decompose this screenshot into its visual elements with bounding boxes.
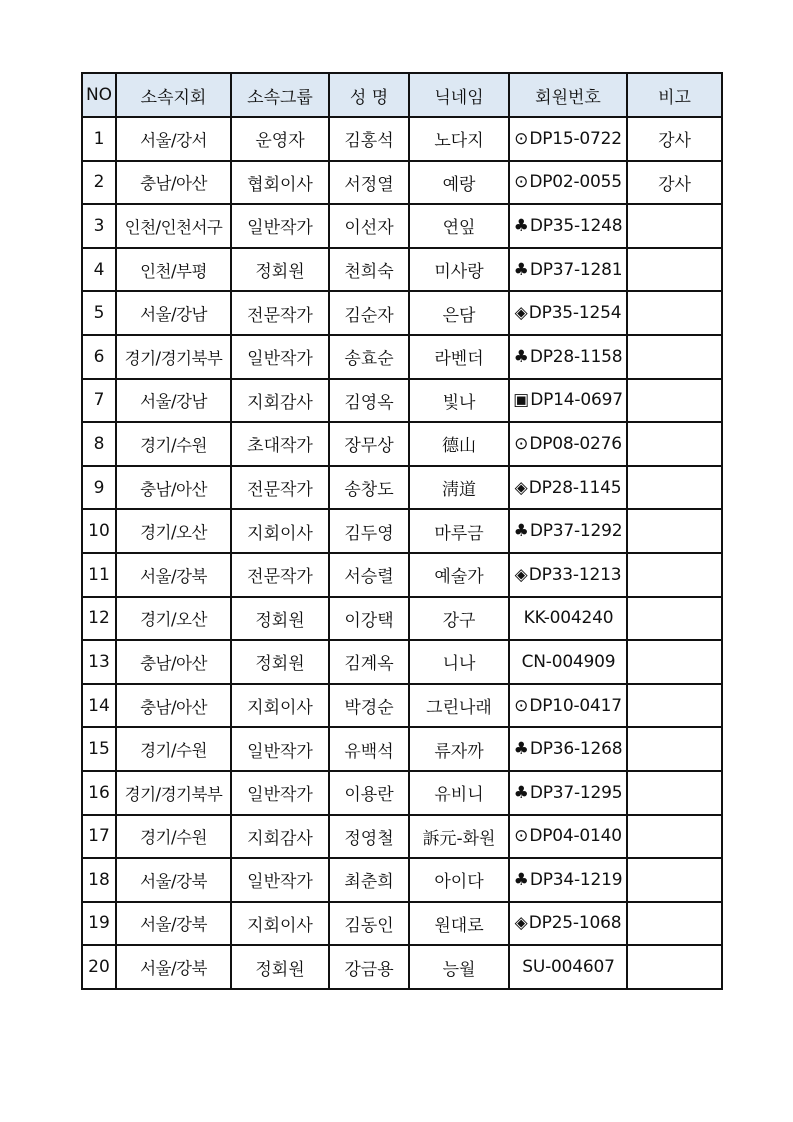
cell-name: 최춘희 [329, 858, 409, 902]
cell-nickname: 예랑 [409, 161, 509, 205]
cell-note: 강사 [627, 117, 722, 161]
header-note: 비고 [627, 73, 722, 117]
cell-note [627, 771, 722, 815]
cell-group: 전문작가 [231, 291, 329, 335]
member-symbol-icon: ⊙ [514, 695, 529, 716]
cell-group: 지회이사 [231, 902, 329, 946]
cell-nickname: 원대로 [409, 902, 509, 946]
cell-note [627, 815, 722, 859]
cell-branch: 경기/경기북부 [116, 335, 231, 379]
cell-no: 6 [82, 335, 116, 379]
cell-no: 9 [82, 466, 116, 510]
cell-nickname: 은담 [409, 291, 509, 335]
member-symbol-icon: ◈ [514, 303, 528, 324]
cell-note [627, 597, 722, 641]
member-symbol-icon: ◈ [514, 913, 528, 934]
member-symbol-icon: ♣ [513, 259, 529, 280]
member-id-text: DP28-1145 [528, 477, 622, 498]
cell-branch: 충남/아산 [116, 466, 231, 510]
cell-name: 송효순 [329, 335, 409, 379]
table-row [82, 902, 722, 946]
cell-no: 5 [82, 291, 116, 335]
cell-branch: 서울/강남 [116, 379, 231, 423]
cell-note [627, 204, 722, 248]
cell-name: 유백석 [329, 727, 409, 771]
member-id-text: DP36-1268 [529, 739, 623, 760]
cell-member-id [509, 422, 627, 466]
cell-note: 강사 [627, 161, 722, 205]
cell-branch: 경기/수원 [116, 727, 231, 771]
member-symbol-icon: ⊙ [514, 433, 529, 454]
cell-nickname: 빛나 [409, 379, 509, 423]
cell-group: 초대작가 [231, 422, 329, 466]
cell-no: 18 [82, 858, 116, 902]
cell-group: 정회원 [231, 597, 329, 641]
cell-name: 송창도 [329, 466, 409, 510]
table-row [82, 509, 722, 553]
cell-name: 이용란 [329, 771, 409, 815]
cell-group: 지회이사 [231, 509, 329, 553]
cell-no: 14 [82, 684, 116, 728]
cell-branch: 서울/강북 [116, 553, 231, 597]
member-id-text: DP35-1254 [528, 303, 622, 324]
cell-note [627, 379, 722, 423]
cell-group: 정회원 [231, 640, 329, 684]
cell-nickname: 淸道 [409, 466, 509, 510]
cell-group: 일반작가 [231, 858, 329, 902]
member-symbol-icon: ◈ [514, 564, 528, 585]
cell-branch: 서울/강북 [116, 902, 231, 946]
cell-branch: 충남/아산 [116, 161, 231, 205]
table-row [82, 204, 722, 248]
header-no: NO [82, 73, 116, 117]
cell-nickname: 訴元-화원 [409, 815, 509, 859]
cell-note [627, 248, 722, 292]
table-row [82, 422, 722, 466]
cell-branch: 경기/경기북부 [116, 771, 231, 815]
cell-member-id [509, 902, 627, 946]
table-row [82, 597, 722, 641]
member-id-text: DP25-1068 [528, 913, 622, 934]
cell-no: 8 [82, 422, 116, 466]
cell-branch: 경기/오산 [116, 509, 231, 553]
member-id-text: DP15-0722 [529, 128, 622, 149]
cell-member-id [509, 248, 627, 292]
cell-group: 일반작가 [231, 204, 329, 248]
member-id-text: DP37-1295 [529, 782, 623, 803]
cell-name: 서정열 [329, 161, 409, 205]
member-id-text: DP35-1248 [529, 215, 623, 236]
header-group: 소속그룹 [231, 73, 329, 117]
cell-member-id [509, 291, 627, 335]
member-symbol-icon: ◈ [514, 477, 528, 498]
member-symbol-icon: ♣ [513, 215, 529, 236]
cell-note [627, 335, 722, 379]
cell-name: 천희숙 [329, 248, 409, 292]
cell-no: 20 [82, 945, 116, 989]
member-id-text: DP10-0417 [529, 695, 622, 716]
member-id-text: DP14-0697 [530, 390, 623, 411]
cell-name: 서승렬 [329, 553, 409, 597]
cell-member-id [509, 945, 627, 989]
cell-branch: 경기/수원 [116, 422, 231, 466]
table-row [82, 727, 722, 771]
member-table [81, 72, 723, 990]
cell-member-id [509, 640, 627, 684]
cell-branch: 서울/강서 [116, 117, 231, 161]
cell-group: 일반작가 [231, 335, 329, 379]
cell-member-id [509, 727, 627, 771]
cell-branch: 경기/수원 [116, 815, 231, 859]
cell-nickname: 마루금 [409, 509, 509, 553]
cell-nickname: 노다지 [409, 117, 509, 161]
member-id-text: SU-004607 [522, 957, 615, 978]
cell-no: 10 [82, 509, 116, 553]
member-id-text: DP33-1213 [528, 564, 622, 585]
cell-group: 전문작가 [231, 466, 329, 510]
cell-nickname: 연잎 [409, 204, 509, 248]
table-row [82, 858, 722, 902]
member-id-text: DP37-1281 [529, 259, 623, 280]
cell-note [627, 291, 722, 335]
cell-no: 2 [82, 161, 116, 205]
cell-name: 강금용 [329, 945, 409, 989]
cell-member-id [509, 161, 627, 205]
cell-no: 11 [82, 553, 116, 597]
header-branch: 소속지회 [116, 73, 231, 117]
member-id-text: DP37-1292 [529, 521, 623, 542]
header-name: 성 명 [329, 73, 409, 117]
cell-branch: 충남/아산 [116, 640, 231, 684]
member-id-text: DP08-0276 [529, 433, 622, 454]
cell-group: 지회감사 [231, 815, 329, 859]
cell-note [627, 422, 722, 466]
cell-group: 일반작가 [231, 727, 329, 771]
table-row [82, 379, 722, 423]
member-id-text: DP02-0055 [529, 172, 622, 193]
cell-name: 김영옥 [329, 379, 409, 423]
cell-branch: 인천/인천서구 [116, 204, 231, 248]
member-symbol-icon: ▣ [513, 390, 530, 411]
table-row [82, 945, 722, 989]
cell-name: 김계옥 [329, 640, 409, 684]
cell-member-id [509, 553, 627, 597]
member-id-text: DP04-0140 [529, 826, 622, 847]
cell-no: 17 [82, 815, 116, 859]
cell-no: 13 [82, 640, 116, 684]
member-symbol-icon: ⊙ [514, 128, 529, 149]
cell-nickname: 능월 [409, 945, 509, 989]
cell-member-id [509, 117, 627, 161]
cell-name: 김두영 [329, 509, 409, 553]
cell-note [627, 902, 722, 946]
cell-no: 16 [82, 771, 116, 815]
cell-group: 지회감사 [231, 379, 329, 423]
cell-note [627, 466, 722, 510]
cell-name: 정영철 [329, 815, 409, 859]
cell-name: 김순자 [329, 291, 409, 335]
cell-no: 3 [82, 204, 116, 248]
table-row [82, 161, 722, 205]
cell-group: 지회이사 [231, 684, 329, 728]
member-id-text: KK-004240 [523, 608, 614, 629]
cell-group: 협회이사 [231, 161, 329, 205]
cell-group: 일반작가 [231, 771, 329, 815]
cell-nickname: 유비니 [409, 771, 509, 815]
cell-member-id [509, 815, 627, 859]
cell-member-id [509, 597, 627, 641]
table-row [82, 335, 722, 379]
header-member-id: 회원번호 [509, 73, 627, 117]
member-symbol-icon: ⊙ [514, 826, 529, 847]
cell-note [627, 945, 722, 989]
header-nickname: 닉네임 [409, 73, 509, 117]
cell-group: 운영자 [231, 117, 329, 161]
table-row [82, 684, 722, 728]
cell-note [627, 727, 722, 771]
cell-name: 김홍석 [329, 117, 409, 161]
cell-branch: 서울/강북 [116, 945, 231, 989]
member-symbol-icon: ♣ [513, 782, 529, 803]
cell-branch: 서울/강북 [116, 858, 231, 902]
cell-branch: 서울/강남 [116, 291, 231, 335]
cell-note [627, 509, 722, 553]
cell-group: 전문작가 [231, 553, 329, 597]
cell-group: 정회원 [231, 945, 329, 989]
member-symbol-icon: ♣ [513, 869, 529, 890]
table-row [82, 815, 722, 859]
cell-name: 이강택 [329, 597, 409, 641]
cell-member-id [509, 858, 627, 902]
cell-member-id [509, 466, 627, 510]
table-row [82, 771, 722, 815]
cell-nickname: 예술가 [409, 553, 509, 597]
cell-member-id [509, 771, 627, 815]
cell-branch: 충남/아산 [116, 684, 231, 728]
cell-nickname: 니나 [409, 640, 509, 684]
cell-name: 이선자 [329, 204, 409, 248]
cell-no: 1 [82, 117, 116, 161]
table-row [82, 117, 722, 161]
cell-note [627, 858, 722, 902]
cell-no: 7 [82, 379, 116, 423]
cell-nickname: 강구 [409, 597, 509, 641]
table-row [82, 640, 722, 684]
member-id-text: DP28-1158 [529, 346, 623, 367]
cell-member-id [509, 684, 627, 728]
cell-name: 박경순 [329, 684, 409, 728]
member-symbol-icon: ♣ [513, 739, 529, 760]
table-row [82, 248, 722, 292]
member-symbol-icon: ♣ [513, 521, 529, 542]
cell-branch: 경기/오산 [116, 597, 231, 641]
cell-member-id [509, 335, 627, 379]
cell-nickname: 류자까 [409, 727, 509, 771]
cell-branch: 인천/부평 [116, 248, 231, 292]
cell-member-id [509, 379, 627, 423]
cell-nickname: 그린나래 [409, 684, 509, 728]
member-symbol-icon: ⊙ [514, 172, 529, 193]
member-symbol-icon: ♣ [513, 346, 529, 367]
header-row [82, 73, 722, 117]
cell-no: 19 [82, 902, 116, 946]
cell-note [627, 684, 722, 728]
table-row [82, 466, 722, 510]
member-id-text: CN-004909 [521, 651, 616, 672]
table-row [82, 291, 722, 335]
cell-group: 정회원 [231, 248, 329, 292]
cell-nickname: 德山 [409, 422, 509, 466]
table-body [82, 117, 722, 989]
cell-name: 김동인 [329, 902, 409, 946]
cell-no: 4 [82, 248, 116, 292]
member-id-text: DP34-1219 [529, 869, 623, 890]
cell-nickname: 아이다 [409, 858, 509, 902]
cell-no: 15 [82, 727, 116, 771]
cell-nickname: 미사랑 [409, 248, 509, 292]
cell-member-id [509, 204, 627, 248]
cell-note [627, 640, 722, 684]
cell-note [627, 553, 722, 597]
table-row [82, 553, 722, 597]
cell-nickname: 라벤더 [409, 335, 509, 379]
cell-member-id [509, 509, 627, 553]
cell-no: 12 [82, 597, 116, 641]
cell-name: 장무상 [329, 422, 409, 466]
